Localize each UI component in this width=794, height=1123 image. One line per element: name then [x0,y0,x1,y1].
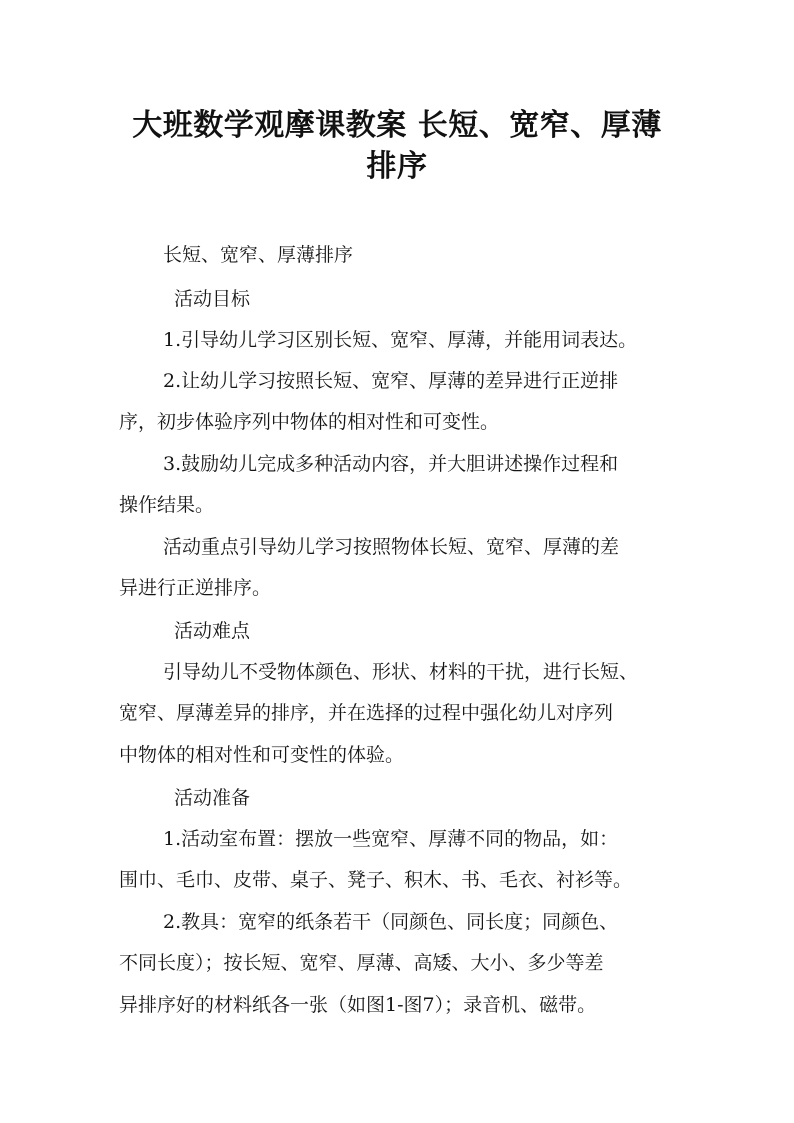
goal-2-line-1: 2.让幼儿学习按照长短、宽窄、厚薄的差异进行正逆排 [163,370,619,392]
prep-1-line-1: 1.活动室布置：摆放一些宽窄、厚薄不同的物品，如： [163,828,619,850]
difficulty-line-2: 宽窄、厚薄差异的排序，并在选择的过程中强化幼儿对序列 [119,702,614,724]
key-point-line-2: 异进行正逆排序。 [119,577,272,599]
prep-1-line-2: 围巾、毛巾、皮带、桌子、凳子、积木、书、毛衣、衬衫等。 [119,869,633,891]
goal-3-line-1: 3.鼓励幼儿完成多种活动内容，并大胆讲述操作过程和 [163,453,619,475]
preparation-heading: 活动准备 [174,787,251,809]
prep-2-line-3: 异排序好的材料纸各一张（如图1-图7）；录音机、磁带。 [119,994,597,1016]
goals-heading: 活动目标 [174,288,251,310]
prep-2-line-2: 不同长度）；按长短、宽窄、厚薄、高矮、大小、多少等差 [119,952,604,974]
goal-3-line-2: 操作结果。 [119,494,215,516]
lesson-subtitle: 长短、宽窄、厚薄排序 [163,244,354,266]
difficulty-line-1: 引导幼儿不受物体颜色、形状、材料的干扰，进行长短、 [163,661,639,683]
difficulty-heading: 活动难点 [174,620,251,642]
difficulty-line-3: 中物体的相对性和可变性的体验。 [119,744,405,766]
prep-2-line-1: 2.教具：宽窄的纸条若干（同颜色、同长度；同颜色、 [163,911,619,933]
goal-1: 1.引导幼儿学习区别长短、宽窄、厚薄，并能用词表达。 [163,329,638,351]
document-title-line-1: 大班数学观摩课教案 长短、宽窄、厚薄 [132,108,662,143]
goal-2-line-2: 序，初步体验序列中物体的相对性和可变性。 [119,411,500,433]
document-title-line-2: 排序 [366,149,428,184]
key-point-line-1: 活动重点引导幼儿学习按照物体长短、宽窄、厚薄的差 [163,536,620,558]
